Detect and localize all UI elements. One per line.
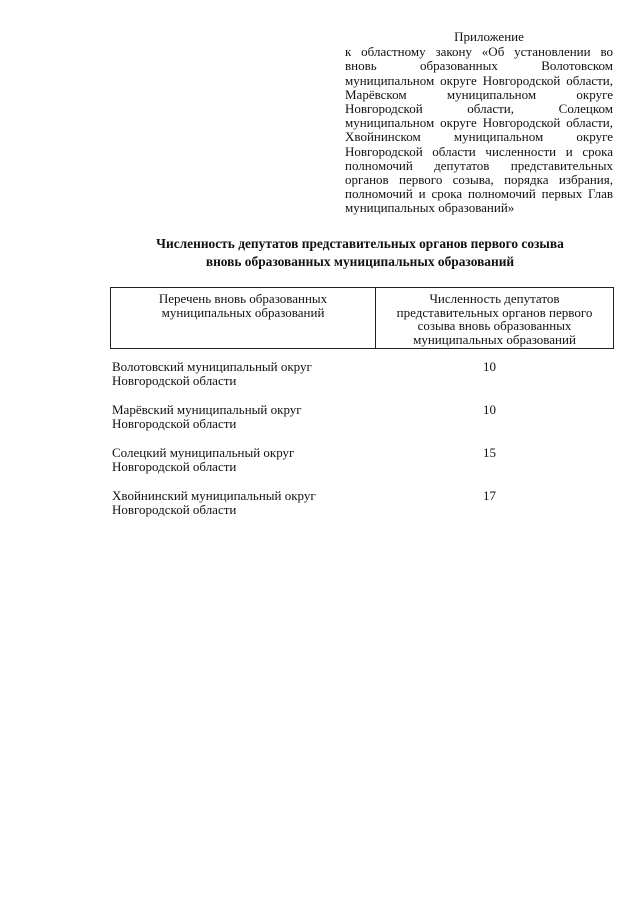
municipality-name-line-2: Новгородской области <box>112 458 237 474</box>
table-header <box>110 287 614 349</box>
deputies-count: 17 <box>483 488 496 503</box>
deputies-count: 10 <box>483 359 496 374</box>
municipality-name-line-2: Новгородской области <box>112 415 237 431</box>
document-title <box>100 235 620 271</box>
municipality-name-line-1: Солецкий муниципальный округ <box>112 445 295 460</box>
table-row <box>110 403 614 446</box>
deputies-count: 10 <box>483 402 496 417</box>
appendix-text: к областному закону «Об установлении во вновь образованных Волотовском муниципальном округе Новгородской области, Марёвском муниципальном округе Новгородской области, Солецком муниципальном округе Новгородской области, Хвойнинском муниципальном округе Новгородской области численности и срока полномочий депутатов представительных органов первого созыва, порядка избрания, полномочий и срока полномочий первых Глав муниципальных образований» <box>345 44 613 216</box>
table-row <box>110 489 614 532</box>
table-body <box>110 360 614 532</box>
table-row <box>110 446 614 489</box>
column-header-municipalities: Перечень вновь образованных муниципальных образований <box>111 288 376 348</box>
document-title-line-2: вновь образованных муниципальных образований <box>205 254 515 269</box>
appendix-block <box>345 30 613 216</box>
municipality-name <box>110 446 375 489</box>
municipality-name <box>110 489 375 532</box>
municipality-name-line-1: Волотовский муниципальный округ <box>112 359 312 374</box>
municipality-name-line-2: Новгородской области <box>112 372 237 388</box>
municipality-name-line-1: Марёвский муниципальный округ <box>112 402 302 417</box>
municipality-name <box>110 403 375 446</box>
table-row <box>110 360 614 403</box>
column-header-deputies-count: Численность депутатов представительных органов первого созыва вновь образованных муниципальных образований <box>396 291 593 347</box>
municipality-name-line-2: Новгородской области <box>112 501 237 517</box>
municipality-name-line-1: Хвойнинский муниципальный округ <box>112 488 316 503</box>
appendix-title: Приложение <box>454 29 524 44</box>
deputies-count: 15 <box>483 445 496 460</box>
municipality-name <box>110 360 375 403</box>
document-title-line-1: Численность депутатов представительных органов первого созыва <box>156 236 564 251</box>
